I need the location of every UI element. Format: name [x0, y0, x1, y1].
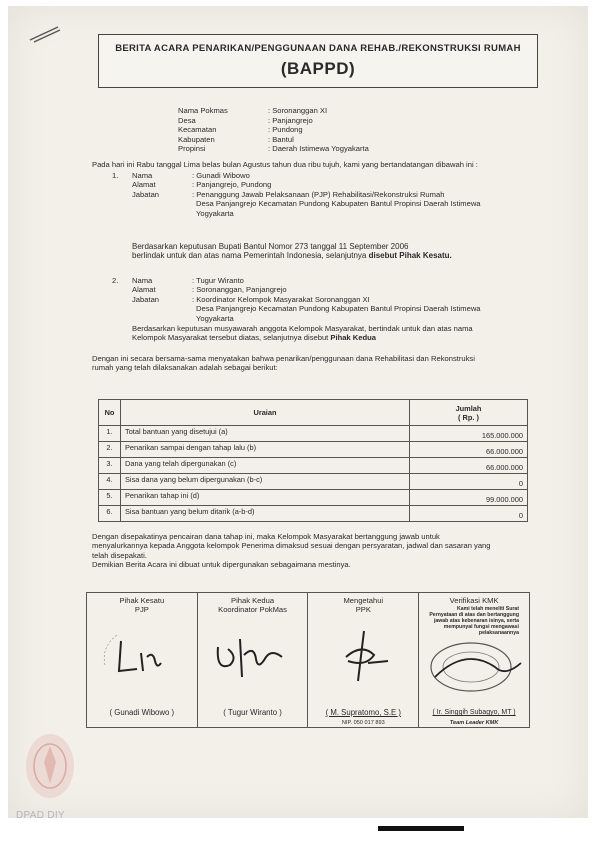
fund-table: [98, 399, 528, 522]
kmk-stamp-icon: [425, 637, 525, 695]
signature-pihak-kesatu: Pihak Kesatu PJP ( Gunadi Wibowo ): [87, 593, 198, 728]
table-row: 5. Penarikan tahap ini (d) 99.000.000: [99, 490, 528, 506]
table-row: 6. Sisa bantuan yang belum ditarik (a-b-d) 0: [99, 506, 528, 522]
signature-pihak-kedua: Pihak Kedua Koordinator PokMas ( Tugur Wiranto ): [197, 593, 308, 728]
table-row: 1. Total bantuan yang disetujui (a) 165.000.000: [99, 426, 528, 442]
signature-tugur-icon: [208, 627, 298, 685]
document-page: [8, 6, 588, 818]
party-one: 1. Nama : Gunadi Wibowo Alamat : Panjangrejo, Pundong Jabatan : Penanggung Jawab Pelaksanaan (PJP) Rehabilitasi/Rekonstruksi Rumah Desa Panjangrejo Kecamatan Pundong Kabupaten Bantul Propinsi Daerah Istimewa Yogyakarta: [112, 171, 481, 218]
signature-kmk: Verifikasi KMK Kami telah meneliti Surat Pernyataan di atas dan bertanggung jawab atas kebenaran isinya, serta mempunyai fungsi mengawasi pelaksanaannya ( Ir. Singgih Subagyo, MT ) Team Leader KMK: [419, 593, 530, 728]
dpad-seal-icon: [22, 728, 78, 808]
pokmas-identity: [178, 106, 518, 154]
statement: Dengan ini secara bersama-sama menyatakan bahwa penarikan/penggunaan dana Rehabilitasi dan Rekonstruksi rumah yang telah dilaksanakan adalah sebagai berikut:: [92, 354, 475, 373]
identity-row: Desa : Panjangrejo: [178, 115, 313, 125]
identity-row: Nama Pokmas : Soronanggan XI: [178, 106, 328, 115]
title-main: BERITA ACARA PENARIKAN/PENGGUNAAN DANA REHAB./REKONSTRUKSI RUMAH: [115, 43, 521, 54]
bottom-bar: [378, 826, 464, 831]
closing-text: Dengan disepakatinya pencairan dana tahap ini, maka Kelompok Masyarakat bertanggung jawab untuk menyalurkannya kepada Anggota kelompok Penerima dimaksud sesuai dengan persyaratan, jadwal dan sasaran yang telah disepakati. Demikian Berita Acara ini dibuat untuk dipergunakan sebagaimana mestinya.: [92, 532, 491, 570]
pen-mark-icon: [28, 24, 62, 44]
table-row: 3. Dana yang telah dipergunakan (c) 66.000.000: [99, 458, 528, 474]
title-box: [98, 34, 538, 88]
watermark-text: DPAD DIY: [16, 810, 65, 821]
table-header-row: [99, 400, 528, 426]
table-row: 4. Sisa dana yang belum dipergunakan (b-c) 0: [99, 474, 528, 490]
signature-gunadi-icon: [97, 627, 187, 685]
party-one-basis: Berdasarkan keputusan Bupati Bantul Nomor 273 tanggal 11 September 2006 berlindak untuk dan atas nama Pemerintah Indonesia, selanjutnya disebut Pihak Kesatu.: [132, 242, 452, 261]
col-jumlah: Jumlah ( Rp. ): [410, 400, 528, 426]
identity-row: Propinsi : Daerah Istimewa Yogyakarta: [178, 144, 369, 154]
party-two: 2. Nama : Tugur Wiranto Alamat : Soronanggan, Panjangrejo Jabatan : Koordinator Kelompok Masyarakat Soronanggan XI Desa Panjangrejo Kecamatan Pundong Kabupaten Bantul Propinsi Daerah Istimewa Yogyakarta: [112, 276, 481, 323]
title-abbrev: (BAPPD): [280, 59, 356, 78]
party-two-basis: Berdasarkan keputusan musyawarah anggota Kelompok Masyarakat, bertindak untuk dan atas nama Kelompok Masyarakat tersebut diatas, selanjutnya disebut Pihak Kedua: [132, 324, 473, 343]
intro-text: Pada hari ini Rabu tanggal Lima belas bulan Agustus tahun dua ribu tujuh, kami yang bertandatangan dibawah ini :: [92, 160, 478, 169]
signature-supratomo-icon: [318, 627, 408, 685]
identity-row: Kecamatan : Pundong: [178, 125, 303, 135]
signature-table: [86, 592, 530, 728]
col-uraian: Uraian: [121, 400, 410, 426]
col-no: No: [99, 400, 121, 426]
identity-row: Kabupaten : Bantul: [178, 134, 294, 144]
signature-ppk: Mengetahui PPK ( M. Supratomo, S.E ) NIP. 050 017 893: [308, 593, 419, 728]
kmk-statement: Kami telah meneliti Surat Pernyataan di atas dan bertanggung jawab atas kebenaran isinya, serta mempunyai fungsi mengawasi pelaksanaannya: [429, 606, 519, 636]
table-row: 2. Penarikan sampai dengan tahap lalu (b) 66.000.000: [99, 442, 528, 458]
